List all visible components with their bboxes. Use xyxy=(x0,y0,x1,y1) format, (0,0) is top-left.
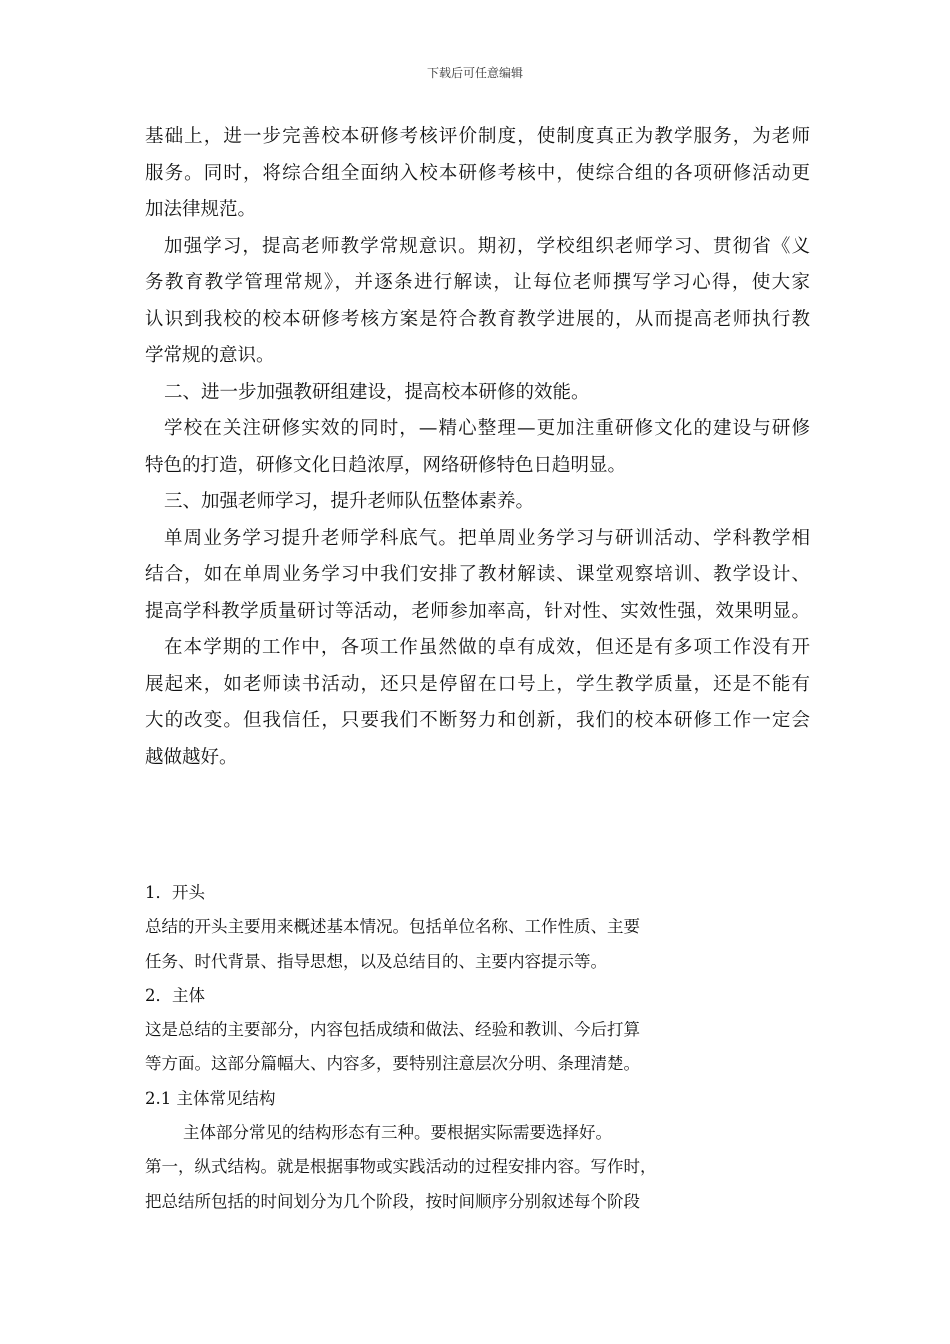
text-line: 加强学习，提高老师教学常规意识。期初，学校组织老师学习、贯彻省《义 xyxy=(164,235,810,257)
text-line: 单周业务学习提升老师学科底气。把单周业务学习与研训活动、学科教学相 xyxy=(164,527,810,549)
text-line: 展起来，如老师读书活动，还只是停留在口号上，学生教学质量，还是不能有 xyxy=(145,673,810,695)
text-line: 主体部分常见的结构形态有三种。要根据实际需要选择好。 xyxy=(183,1123,612,1143)
text-line: 把总结所包括的时间划分为几个阶段，按时间顺序分别叙述每个阶段 xyxy=(145,1191,640,1211)
text-line: 在本学期的工作中，各项工作虽然做的卓有成效，但还是有多项工作没有开 xyxy=(164,637,810,658)
text-line: 等方面。这部分篇幅大、内容多，要特别注意层次分明、条理清楚。 xyxy=(145,1054,640,1074)
text-line: 大的改变。但我信任，只要我们不断努力和创新，我们的校本研修工作一定会 xyxy=(145,710,810,731)
text-line: 服务。同时，将综合组全面纳入校本研修考核中，使综合组的各项研修活动更 xyxy=(145,162,810,184)
body-text-upper xyxy=(145,119,810,776)
body-text-lower xyxy=(145,876,810,1219)
text-line: 第一，纵式结构。就是根据事物或实践活动的过程安排内容。写作时， xyxy=(145,1157,657,1177)
text-line: 2．主体 xyxy=(145,985,205,1005)
text-line: 三、加强老师学习，提升老师队伍整体素养。 xyxy=(164,491,535,512)
text-line: 越做越好。 xyxy=(145,746,238,768)
text-line: 加法律规范。 xyxy=(145,199,257,220)
text-line: 学校在关注研修实效的同时，—精心整理—更加注重研修文化的建设与研修 xyxy=(164,418,810,439)
text-line: 认识到我校的校本研修考核方案是符合教育教学进展的，从而提高老师执行教 xyxy=(145,308,810,330)
text-line: 二、进一步加强教研组建设，提高校本研修的效能。 xyxy=(164,381,590,403)
text-line: 任务、时代背景、指导思想，以及总结目的、主要内容提示等。 xyxy=(145,951,607,971)
text-line: 提高学科教学质量研讨等活动，老师参加率高，针对性、实效性强，效果明显。 xyxy=(145,600,810,622)
text-line: 1．开头 xyxy=(145,883,205,902)
text-line: 结合，如在单周业务学习中我们安排了教材解读、课堂观察培训、教学设计、 xyxy=(145,564,810,585)
text-line: 基础上，进一步完善校本研修考核评价制度，使制度真正为教学服务，为老师 xyxy=(145,126,810,147)
text-line: 务教育教学管理常规》，并逐条进行解读，让每位老师撰写学习心得，使大家 xyxy=(145,272,810,293)
text-line: 特色的打造，研修文化日趋浓厚，网络研修特色日趋明显。 xyxy=(145,454,627,476)
page-header: 下载后可任意编辑 xyxy=(426,66,523,80)
text-line: 2.1 主体常见结构 xyxy=(145,1088,276,1108)
text-line: 学常规的意识。 xyxy=(145,345,275,366)
text-line: 这是总结的主要部分，内容包括成绩和做法、经验和教训、今后打算 xyxy=(145,1020,640,1040)
text-line: 总结的开头主要用来概述基本情况。包括单位名称、工作性质、主要 xyxy=(145,917,640,937)
